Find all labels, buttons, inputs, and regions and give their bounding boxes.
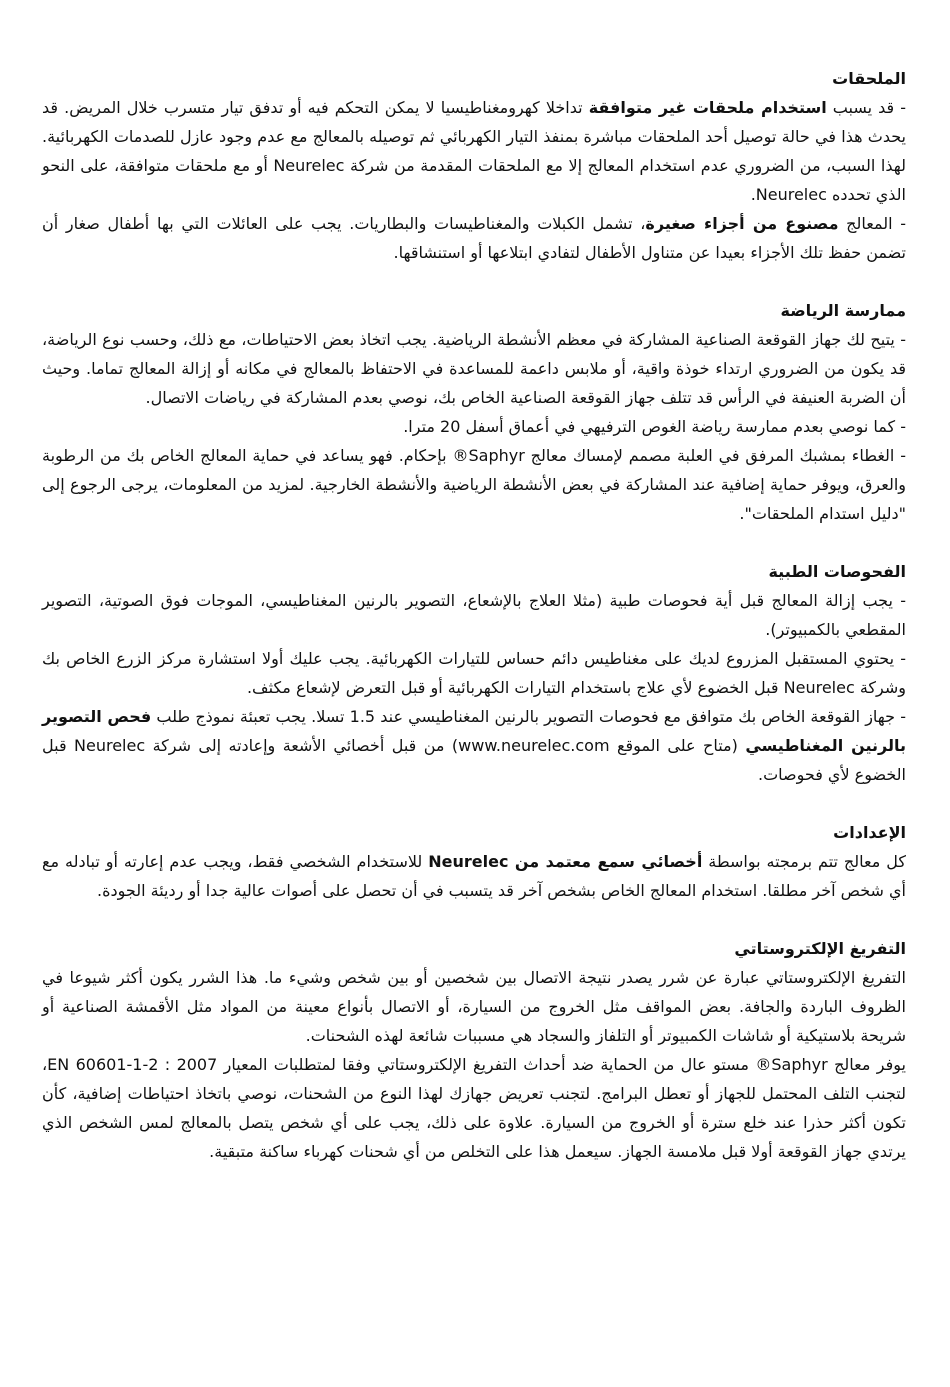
bold-text: فحص التصوير بالرنين المغناطيسي xyxy=(42,707,906,755)
text-run: كل معالج تتم برمجته بواسطة xyxy=(702,852,906,871)
section xyxy=(42,296,906,528)
paragraph xyxy=(42,93,906,209)
section-heading: التفريغ الإلكتروستاتي xyxy=(734,939,906,958)
paragraph xyxy=(42,644,906,702)
section xyxy=(42,818,906,905)
text-run: - قد يسبب xyxy=(826,98,907,117)
text-run: (متاح على الموقع www.neurelec.com) من قبل أخصائي الأشعة وإعادته إلى شركة Neurelec قبل الخضوع لأي فحوصات. xyxy=(42,736,906,784)
text-run: تداخلا كهرومغناطيسيا لا يمكن التحكم فيه أو تدفق تيار متسرب خلال المريض. قد يحدث هذا في حالة توصيل أحد الملحقات مباشرة بمنفذ التيار الكهربائي ثم توصيله بالمعالج مع عدم وجود عازل للصدمات الكهربائية. لهذا السبب، من الضروري عدم استخدام المعالج إلا مع الملحقات المقدمة من شركة Neurelec أو مع ملحقات متوافقة، على النحو الذي تحدده Neurelec. xyxy=(42,98,907,204)
text-run: - يتيح لك جهاز القوقعة الصناعية المشاركة في معظم الأنشطة الرياضية. يجب اتخاذ بعض الاحتياطات، مع ذلك، وحسب نوع الرياضة، قد يكون من الضروري ارتداء خوذة واقية، أو ملابس داعمة للمساعدة في الاحتفاظ بالمعالج في مكانه أو إزالة المعالج تماما. وحيث أن الضربة العنيفة في الرأس قد تتلف جهاز القوقعة الصناعية الخاص بك، نوصي بعدم المشاركة في رياضات الاتصال. xyxy=(42,330,906,407)
text-run: - جهاز القوقعة الخاص بك متوافق مع فحوصات التصوير بالرنين المغناطيسي عند 1.5 تسلا. يجب تعبئة نموذج طلب xyxy=(151,707,907,726)
bold-text: مصنوع من أجزاء صغيرة xyxy=(645,214,839,233)
paragraph xyxy=(42,847,906,905)
section-heading: الإعدادات xyxy=(833,823,906,842)
section xyxy=(42,64,906,267)
bold-text: أخصائي سمع معتمد من Neurelec xyxy=(428,852,703,871)
section xyxy=(42,557,906,789)
paragraph xyxy=(42,963,906,1050)
paragraph xyxy=(42,209,906,267)
text-run: التفريغ الإلكتروستاتي عبارة عن شرر يصدر نتيجة الاتصال بين شخصين أو بين شخص وشيء ما. هذا الشرر يكون أكثر شيوعا في الظروف الباردة والجافة. بعض المواقف مثل الخروج من السيارة، أو الاتصال بأنواع معينة من المواد مثل الأقمشة الصناعية أو شريحة بلاستيكية أو شاشات الكمبيوتر أو التلفاز والسجاد هي مسببات شائعة لهذه الشحنات. xyxy=(42,968,906,1045)
paragraph xyxy=(42,1050,906,1166)
text-run: ، تشمل الكبلات والمغناطيسات والبطاريات. يجب على العائلات التي بها أطفال صغار أن تضمن حفظ تلك الأجزاء بعيدا عن متناول الأطفال لتفادي ابتلاعها أو استنشاقها. xyxy=(42,214,906,262)
paragraph xyxy=(42,325,906,412)
section-heading: ممارسة الرياضة xyxy=(780,301,906,320)
paragraph xyxy=(42,586,906,644)
paragraph xyxy=(42,441,906,528)
text-run: - كما نوصي بعدم ممارسة رياضة الغوص الترفيهي في أعماق أسفل 20 مترا. xyxy=(403,417,906,436)
paragraph xyxy=(42,412,906,441)
bold-text: استخدام ملحقات غير متوافقة xyxy=(588,98,827,117)
text-run: للاستخدام الشخصي فقط، ويجب عدم إعارته أو تبادله مع أي شخص آخر مطلقا. استخدام المعالج الخاص بشخص آخر قد يتسبب في أن تحصل على أصوات عالية جدا أو رديئة الجودة. xyxy=(42,852,906,900)
text-run: - يحتوي المستقبل المزروع لديك على مغناطيس دائم حساس للتيارات الكهربائية. يجب عليك أولا استشارة مركز الزرع الخاص بك وشركة Neurelec قبل الخضوع لأي علاج باستخدام التيارات الكهربائية أو قبل التعرض لإشعاع مكثف. xyxy=(42,649,906,697)
text-run: - الغطاء بمشبك المرفق في العلبة مصمم لإمساك معالج Saphyr® بإحكام. فهو يساعد في حماية المعالج الخاص بك من الرطوبة والعرق، ويوفر حماية إضافية عند المشاركة في بعض الأنشطة الرياضية والأنشطة الخارجية. لمزيد من المعلومات، يرجى الرجوع إلى "دليل استدام الملحقات". xyxy=(42,446,907,523)
section xyxy=(42,934,906,1166)
text-run: - المعالج xyxy=(838,214,907,233)
text-run: يوفر معالج Saphyr® مستو عال من الحماية ضد أحداث التفريغ الإلكتروستاتي وفقا لمتطلبات المعيار EN 60601-1-2 : 2007، لتجنب التلف المحتمل للجهاز أو تعطل البرامج. لتجنب تعريض جهازك لهذا النوع من الشحنات، نوصي باتخاذ احتياطات إضافية، كأن تكون أكثر حذرا عند خلع سترة أو الخروج من السيارة. علاوة على ذلك، يجب على أي شخص يتصل بالمعالج لمس الشخص الذي يرتدي جهاز القوقعة أولا قبل ملامسة الجهاز. سيعمل هذا على التخلص من أي شحنات كهرباء ساكنة متبقية. xyxy=(42,1055,907,1161)
section-heading: الفحوصات الطبية xyxy=(768,562,906,581)
text-run: - يجب إزالة المعالج قبل أية فحوصات طبية (مثلا العلاج بالإشعاع، التصوير بالرنين المغناطيسي، الموجات فوق الصوتية، التصوير المقطعي بالكمبيوتر). xyxy=(42,591,906,639)
section-heading: الملحقات xyxy=(832,69,906,88)
paragraph xyxy=(42,702,906,789)
